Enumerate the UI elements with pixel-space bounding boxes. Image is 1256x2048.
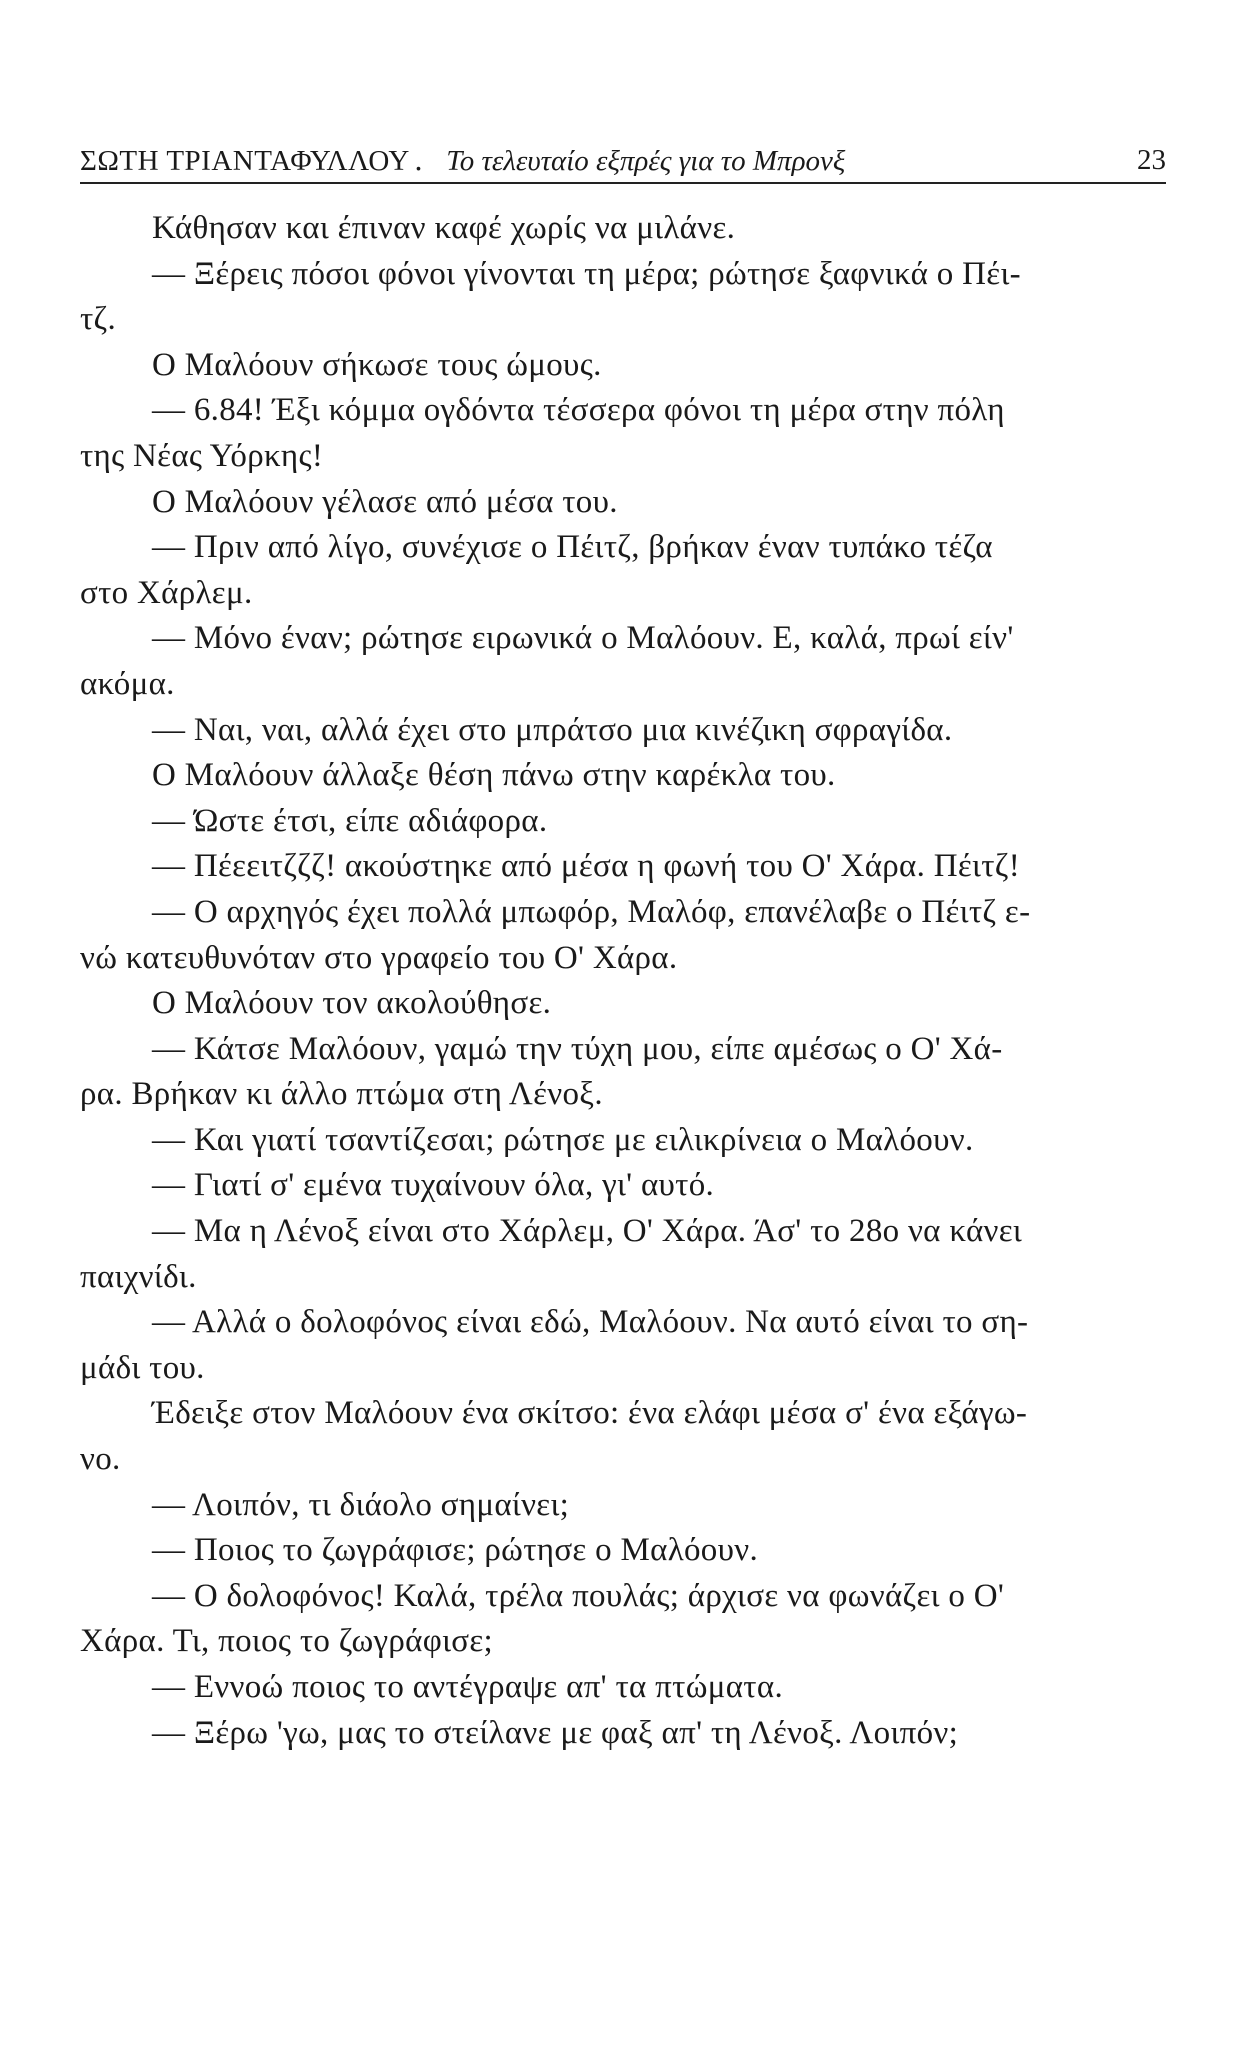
- text-line: ρα. Βρήκαν κι άλλο πτώμα στη Λένοξ.: [80, 1076, 603, 1113]
- text-line: — Ώστε έτσι, είπε αδιάφορα.: [152, 802, 548, 839]
- text-line: Έδειξε στον Μαλόουν ένα σκίτσο: ένα ελάφι μέσα σ' ένα εξάγω-: [152, 1395, 1028, 1432]
- text-line: Κάθησαν και έπιναν καφέ χωρίς να μιλάνε.: [152, 210, 736, 246]
- text-line: — Ναι, ναι, αλλά έχει στο μπράτσο μια κινέζικη σφραγίδα.: [152, 711, 953, 748]
- text-line: — Κάτσε Μαλόουν, γαμώ την τύχη μου, είπε αμέσως ο Ο' Χά-: [152, 1030, 1003, 1067]
- text-line: — Αλλά ο δολοφόνος είναι εδώ, Μαλόουν. Να αυτό είναι το ση-: [152, 1304, 1029, 1341]
- text-line: — Και γιατί τσαντίζεσαι; ρώτησε με ειλικρίνεια ο Μαλόουν.: [152, 1121, 974, 1158]
- text-line: παιχνίδι.: [80, 1258, 197, 1295]
- text-line: — Εννοώ ποιος το αντέγραψε απ' τα πτώματα.: [152, 1669, 783, 1705]
- text-line: Ο Μαλόουν άλλαξε θέση πάνω στην καρέκλα του.: [152, 757, 836, 794]
- text-line: — Πέεειτζζζ! ακούστηκε από μέσα η φωνή του Ο' Χάρα. Πέιτζ!: [152, 848, 1021, 885]
- text-line: — Ο αρχηγός έχει πολλά μπωφόρ, Μαλόφ, επανέλαβε ο Πέιτζ ε-: [152, 893, 1031, 930]
- text-line: — Γιατί σ' εμένα τυχαίνουν όλα, γι' αυτό.: [152, 1167, 715, 1204]
- page-number: 23: [1137, 144, 1166, 176]
- text-line: — Μόνο έναν; ρώτησε ειρωνικά ο Μαλόουν. Ε, καλά, πρωί είν': [152, 620, 1014, 657]
- running-head: [80, 138, 1166, 184]
- book-title: Το τελευταίο εξπρές για το Μπρονξ: [446, 145, 846, 177]
- text-line: τζ.: [80, 301, 117, 338]
- header-separator: .: [413, 143, 424, 177]
- text-line: Χάρα. Τι, ποιος το ζωγράφισε;: [80, 1623, 493, 1660]
- text-line: — Ποιος το ζωγράφισε; ρώτησε ο Μαλόουν.: [152, 1532, 759, 1569]
- text-line: — Μα η Λένοξ είναι στο Χάρλεμ, Ο' Χάρα. Άσ' το 28ο να κάνει: [152, 1213, 1023, 1250]
- text-line: — Λοιπόν, τι διάολο σημαίνει;: [152, 1486, 570, 1523]
- text-line: Ο Μαλόουν σήκωσε τους ώμους.: [152, 346, 602, 383]
- text-line: — Ξέρεις πόσοι φόνοι γίνονται τη μέρα; ρώτησε ξαφνικά ο Πέι-: [152, 255, 1021, 292]
- text-line: μάδι του.: [80, 1349, 205, 1386]
- text-line: — Ο δολοφόνος! Καλά, τρέλα πουλάς; άρχισε να φωνάζει ο Ο': [152, 1577, 1005, 1614]
- text-line: νώ κατευθυνόταν στο γραφείο του Ο' Χάρα.: [80, 939, 678, 976]
- body-text: [80, 206, 1166, 1756]
- text-line: Ο Μαλόουν τον ακολούθησε.: [152, 985, 552, 1022]
- text-line: — 6.84! Έξι κόμμα ογδόντα τέσσερα φόνοι τη μέρα στην πόλη: [152, 392, 1005, 429]
- text-line: νο.: [80, 1441, 121, 1478]
- author-name: ΣΩΤΗ ΤΡΙΑΝΤΑΦΥΛΛΟΥ: [80, 145, 410, 177]
- text-line: Ο Μαλόουν γέλασε από μέσα του.: [152, 483, 618, 520]
- text-line: ακόμα.: [80, 665, 175, 702]
- text-line: της Νέας Υόρκης!: [80, 437, 324, 474]
- text-line: στο Χάρλεμ.: [80, 574, 253, 611]
- text-line: — Ξέρω 'γω, μας το στείλανε με φαξ απ' τη Λένοξ. Λοιπόν;: [152, 1714, 959, 1751]
- text-line: — Πριν από λίγο, συνέχισε ο Πέιτζ, βρήκαν έναν τυπάκο τέζα: [152, 529, 993, 566]
